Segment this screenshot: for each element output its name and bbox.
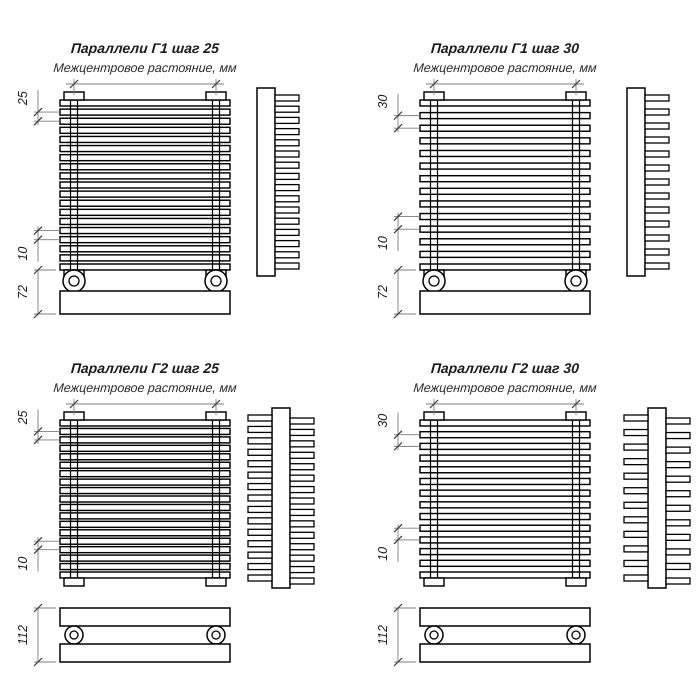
bottom-view [60,608,230,662]
diagram-g2-step30 [350,350,700,700]
horizontal-tube [60,155,230,161]
tube-stub-right [275,140,299,146]
pair-gap-dimension [16,227,60,262]
horizontal-tube [60,513,230,519]
horizontal-tube [60,136,230,142]
tube-stub-left [248,472,272,478]
tube-stub-right [645,193,669,199]
collector-cap [206,578,226,586]
tube-stub-right [290,509,314,515]
side-view [248,408,314,588]
horizontal-tube [420,549,590,555]
depth-dimension-label: 72 [16,285,30,299]
horizontal-tube [420,163,590,169]
tube-rail [60,608,230,626]
tube-stub-right [275,173,299,179]
tube-stub-left [248,529,272,535]
horizontal-tube [60,255,230,261]
horizontal-tube [60,428,230,434]
diagram-drawing [350,0,700,350]
tube-stub-right [290,418,314,424]
tube-rail [420,608,590,626]
tube-stub-right [645,207,669,213]
tube-stub-left [624,531,648,537]
depth-dimension [16,266,56,318]
diagram-subtitle: Межцентровое растояние, мм [412,61,598,75]
tube-stub-left [624,560,648,566]
diagram-drawing [350,350,700,700]
horizontal-tube [60,488,230,494]
collar-inner [211,276,221,286]
tube-stub-right [290,521,314,527]
tube-rail [420,644,590,662]
side-collector [627,88,645,276]
step-dimension-label: 30 [376,94,390,109]
tube-stub-right [290,498,314,504]
tube-stub-left [624,444,648,450]
horizontal-tube [420,239,590,245]
tube-stub-right [275,263,299,269]
horizontal-tube [60,100,230,106]
pair-gap-dimension [376,524,420,562]
tube-stub-left [624,430,648,436]
step-dimension [16,90,60,125]
collector-cap [424,578,444,586]
horizontal-tube [60,246,230,252]
side-view [627,88,669,276]
tube-stub-right [290,464,314,470]
tube-stub-left [248,461,272,467]
horizontal-tube [420,572,590,578]
horizontal-tube [60,420,230,426]
tube-stub-right [275,207,299,213]
horizontal-tube [420,537,590,543]
step-dimension-label: 30 [376,413,390,428]
tube-stub-right [666,491,690,497]
tube-stub-right [666,505,690,511]
horizontal-tube [420,226,590,232]
tube-stub-left [248,449,272,455]
step-dimension-label: 25 [16,410,30,425]
horizontal-tube [60,191,230,197]
tube-stub-left [624,502,648,508]
tube-stub-right [666,418,690,424]
tube-stub-left [248,518,272,524]
horizontal-tube [60,209,230,215]
horizontal-tube [420,138,590,144]
horizontal-tube [420,432,590,438]
tube-stub-right [645,179,669,185]
tube-stub-right [645,151,669,157]
horizontal-tube [420,467,590,473]
diagram-subtitle: Межцентровое растояние, мм [52,381,238,395]
tube-stub-left [248,426,272,432]
horizontal-tube [420,478,590,484]
center-distance-dimension [66,79,224,95]
pair-gap-dimension-label: 10 [376,236,390,251]
horizontal-tube [420,125,590,131]
horizontal-tube [60,572,230,578]
horizontal-tube [60,200,230,206]
tube-stub-right [275,196,299,202]
horizontal-tube [60,228,230,234]
collar-inner [572,631,580,639]
step-dimension [376,94,420,133]
depth-dimension [376,266,416,318]
bottom-view [420,608,590,662]
tube-stub-right [645,221,669,227]
tube-stub-left [248,438,272,444]
horizontal-tube [60,454,230,460]
tube-stub-right [290,578,314,584]
horizontal-tube [60,237,230,243]
diagram-g2-step25 [0,350,350,700]
tube-stub-right [275,162,299,168]
tube-stub-right [275,229,299,235]
tube-stub-right [275,241,299,247]
horizontal-tube [420,150,590,156]
horizontal-tube [420,264,590,270]
tube-stub-right [666,520,690,526]
tube-stub-right [645,137,669,143]
horizontal-tube [420,201,590,207]
horizontal-tube [60,471,230,477]
diagram-g1-step30 [350,0,700,350]
tube-stub-right [290,532,314,538]
tube-stub-right [275,129,299,135]
side-view [257,88,299,276]
horizontal-tube [60,173,230,179]
tube-rail [60,291,230,314]
tube-stub-left [248,506,272,512]
horizontal-tube [60,479,230,485]
depth-dimension [376,604,416,666]
horizontal-tube [420,502,590,508]
tube-stub-left [248,495,272,501]
horizontal-tube [60,538,230,544]
collar-inner [429,276,439,286]
horizontal-tube [60,462,230,468]
diagram-g1-step25 [0,0,350,350]
horizontal-tube [60,496,230,502]
tube-stub-right [290,487,314,493]
collar-inner [571,276,581,286]
tube-stub-left [248,552,272,558]
tube-stub-right [666,563,690,569]
tube-stub-right [290,475,314,481]
horizontal-tube [420,490,590,496]
tube-stub-left [624,488,648,494]
tube-stub-right [666,447,690,453]
diagram-subtitle: Межцентровое растояние, мм [412,381,598,395]
depth-dimension-label: 112 [16,625,30,645]
horizontal-tube [420,514,590,520]
horizontal-tube [60,264,230,270]
horizontal-tube [420,113,590,119]
diagram-title: Параллели Г1 шаг 30 [430,40,580,56]
diagram-title: Параллели Г1 шаг 25 [70,40,220,56]
horizontal-tube [60,504,230,510]
tube-rail [60,644,230,662]
tube-stub-right [666,476,690,482]
horizontal-tube [420,420,590,426]
tube-stub-left [248,564,272,570]
tube-stub-left [624,459,648,465]
bottom-view [420,270,590,314]
tube-rail [420,291,590,314]
tube-stub-right [290,452,314,458]
tube-stub-left [248,575,272,581]
horizontal-tube [420,443,590,449]
tube-stub-right [666,433,690,439]
collar-inner [430,631,438,639]
collar-inner [212,631,220,639]
tube-stub-left [624,517,648,523]
horizontal-tube [60,218,230,224]
tube-stub-right [645,165,669,171]
collar-inner [69,276,79,286]
tube-stub-right [666,534,690,540]
horizontal-tube [420,455,590,461]
tube-stub-right [275,117,299,123]
tube-stub-left [248,484,272,490]
tube-stub-right [666,462,690,468]
collector-cap [566,578,586,586]
horizontal-tube [60,146,230,152]
pair-gap-dimension [376,213,420,252]
depth-dimension-label: 72 [376,285,390,299]
side-view [624,408,690,588]
center-distance-dimension [426,399,584,415]
tube-stub-right [290,441,314,447]
horizontal-tube [420,214,590,220]
tube-stub-left [624,473,648,479]
tube-stub-right [645,95,669,101]
tube-stub-right [275,185,299,191]
pair-gap-dimension-label: 10 [16,246,31,261]
horizontal-tube [60,564,230,570]
diagram-drawing [0,350,350,700]
horizontal-tube [60,118,230,124]
step-dimension [16,409,60,443]
horizontal-tube [420,176,590,182]
tube-stub-left [248,541,272,547]
horizontal-tube [420,188,590,194]
horizontal-tube [60,521,230,527]
tube-stub-right [275,218,299,224]
depth-dimension [16,604,56,666]
diagram-drawing [0,0,350,350]
front-view [60,412,230,586]
bottom-view [60,270,230,314]
horizontal-tube [420,525,590,531]
tube-stub-left [248,415,272,421]
step-dimension [376,413,420,451]
pair-gap-dimension [16,537,60,571]
tube-stub-right [275,252,299,258]
tube-stub-right [290,544,314,550]
horizontal-tube [60,182,230,188]
front-view [60,92,230,278]
diagram-subtitle: Межцентровое растояние, мм [52,61,238,75]
horizontal-tube [60,555,230,561]
tube-stub-right [275,151,299,157]
center-distance-dimension [426,79,584,95]
tube-stub-right [290,555,314,561]
horizontal-tube [60,109,230,115]
tube-stub-right [290,567,314,573]
collar-inner [70,631,78,639]
horizontal-tube [60,445,230,451]
side-collector [648,408,666,588]
tube-stub-right [275,95,299,101]
tube-stub-right [645,123,669,129]
horizontal-tube [420,100,590,106]
horizontal-tube [60,127,230,133]
tube-stub-left [624,415,648,421]
horizontal-tube [60,547,230,553]
tube-stub-right [645,109,669,115]
side-collector [272,408,290,588]
tube-stub-right [666,549,690,555]
center-distance-dimension [66,399,224,415]
pair-gap-dimension-label: 10 [376,546,390,561]
diagram-title: Параллели Г2 шаг 25 [70,360,220,376]
side-collector [257,88,275,276]
tube-stub-right [666,578,690,584]
horizontal-tube [60,437,230,443]
tube-stub-right [275,106,299,112]
horizontal-tube [60,530,230,536]
horizontal-tube [420,251,590,257]
depth-dimension-label: 112 [376,625,390,645]
collector-cap [64,578,84,586]
horizontal-tube [420,560,590,566]
horizontal-tube [60,164,230,170]
tube-stub-left [624,575,648,581]
pair-gap-dimension-label: 10 [16,556,30,571]
tube-stub-right [645,249,669,255]
tube-stub-left [624,546,648,552]
front-view [420,412,590,586]
tube-stub-right [645,263,669,269]
diagram-title: Параллели Г2 шаг 30 [430,360,580,376]
tube-stub-right [290,429,314,435]
front-view [420,92,590,278]
tube-stub-right [645,235,669,241]
step-dimension-label: 25 [16,91,30,106]
